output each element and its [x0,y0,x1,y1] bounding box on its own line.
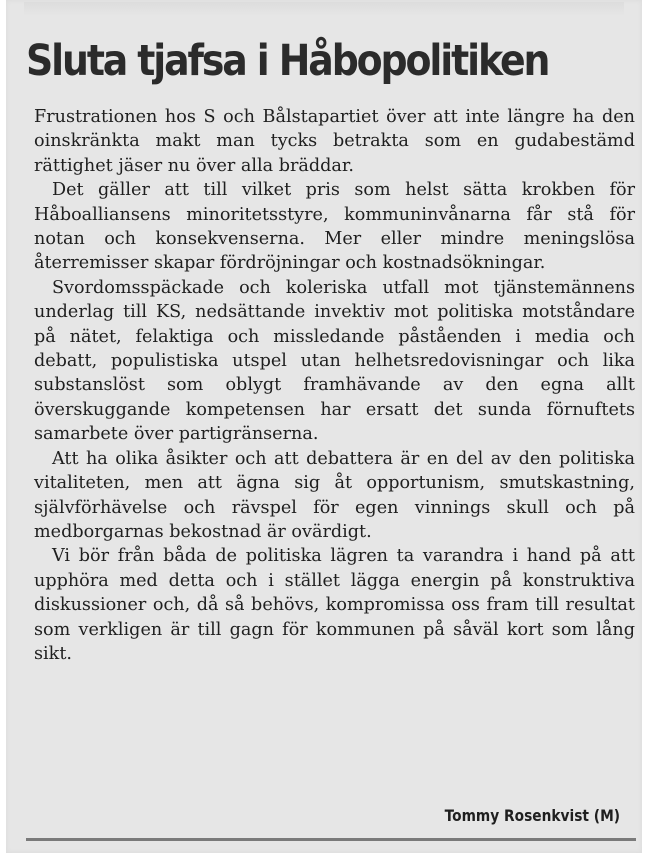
article-paragraph-2: Det gäller att till vilket pris som helst sätta krokben för Håboalliansens minoritetsstyre, kommuninvånarna får stå för notan och konsekvenserna. Mer eller mindre meningslösa återremisser skapar fördröjningar och kostnadsökningar. [34,180,635,274]
article-body [34,105,635,666]
article-paragraph-3: Svordomsspäckade och koleriska utfall mot tjänstemännens underlag till KS, nedsättande invektiv mot politiska motståndare på nätet, felaktiga och missledande påståenden i media och debatt, populistiska utspel utan helhetsredovisningar och lika substanslöst som oblygt framhävande av den egna allt överskuggande kompetensen har ersatt det sunda förnuftets samarbete över partigränserna. [34,277,635,445]
article-paragraph-1: Frustrationen hos S och Bålstapartiet över att inte längre ha den oinskränkta makt man tycks betrakta som en gudabestämd rättighet jäser nu över alla bräddar. [34,107,635,176]
article-paragraph-4: Att ha olika åsikter och att debattera är en del av den politiska vitaliteten, men att ägna sig åt opportunism, smutskastning, självförhävelse och rävspel för egen vinnings skull och på medborgarnas bekostnad är ovärdigt. [34,448,635,542]
article-byline: Tommy Rosenkvist (M) [444,806,620,825]
article-headline: Sluta tjafsa i Håbopolitiken [26,36,549,86]
bottom-rule [26,838,636,841]
article-paragraph-5: Vi bör från båda de politiska lägren ta varandra i hand på att upphöra med detta och i stället lägga energin på konstruktiva diskussioner och, då så behövs, kompromissa oss fram till resultat som verkligen är till gagn för kommunen på såväl kort som lång sikt. [34,546,635,664]
newspaper-clipping [6,0,642,853]
